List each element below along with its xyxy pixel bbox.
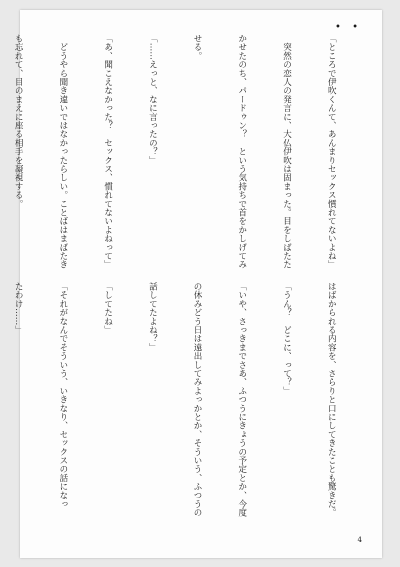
text-line: 「いや、さっきまでさあ、ふつうにきょうの予定とか、今度 [236,282,247,517]
text-line: 「してたね」 [102,282,113,335]
text-line: の休みどう日は遠出してみよっかとか、そういう、ふつうの [192,282,203,517]
text-line: どうやら聞き違いではなかったらしい。ことばはまばたき [57,34,68,269]
text-line: 「うん？ どこに、って？」 [281,282,292,396]
text-line: 話してたよね？」 [147,282,158,352]
text-line: 突然の恋人の発言に、大仏伊吹は固まった。目をしばたた [281,34,292,269]
text-block-bottom [13,282,368,522]
text-line: 「……えっと、なに言ったの？」 [147,34,158,165]
page-number: 4 [357,536,362,544]
text-line: 「ところで伊吹くんて、あんまりセックス慣れてないよね」 [326,34,337,269]
text-line: かせたのち、パードゥン？ という気持ちで首をかしげてみ [236,34,247,269]
text-line: せる。 [192,34,203,61]
book-page [13,10,382,558]
corner-mark: • • [335,22,362,33]
text-line: たわけ……」 [13,282,24,335]
text-line: 「あ、聞こえなかった？ セックス、慣れてないよねって」 [102,34,113,269]
text-line: 「それがなんでそういう、いきなり、セックスの話になっ [57,282,68,509]
text-block-top [13,34,368,270]
text-line: はばかられる内容を、さらりと口にしてきたことも驚きだ。 [326,282,337,517]
text-line: も忘れて、目のまえに座る相手を凝視する。 [13,34,24,208]
